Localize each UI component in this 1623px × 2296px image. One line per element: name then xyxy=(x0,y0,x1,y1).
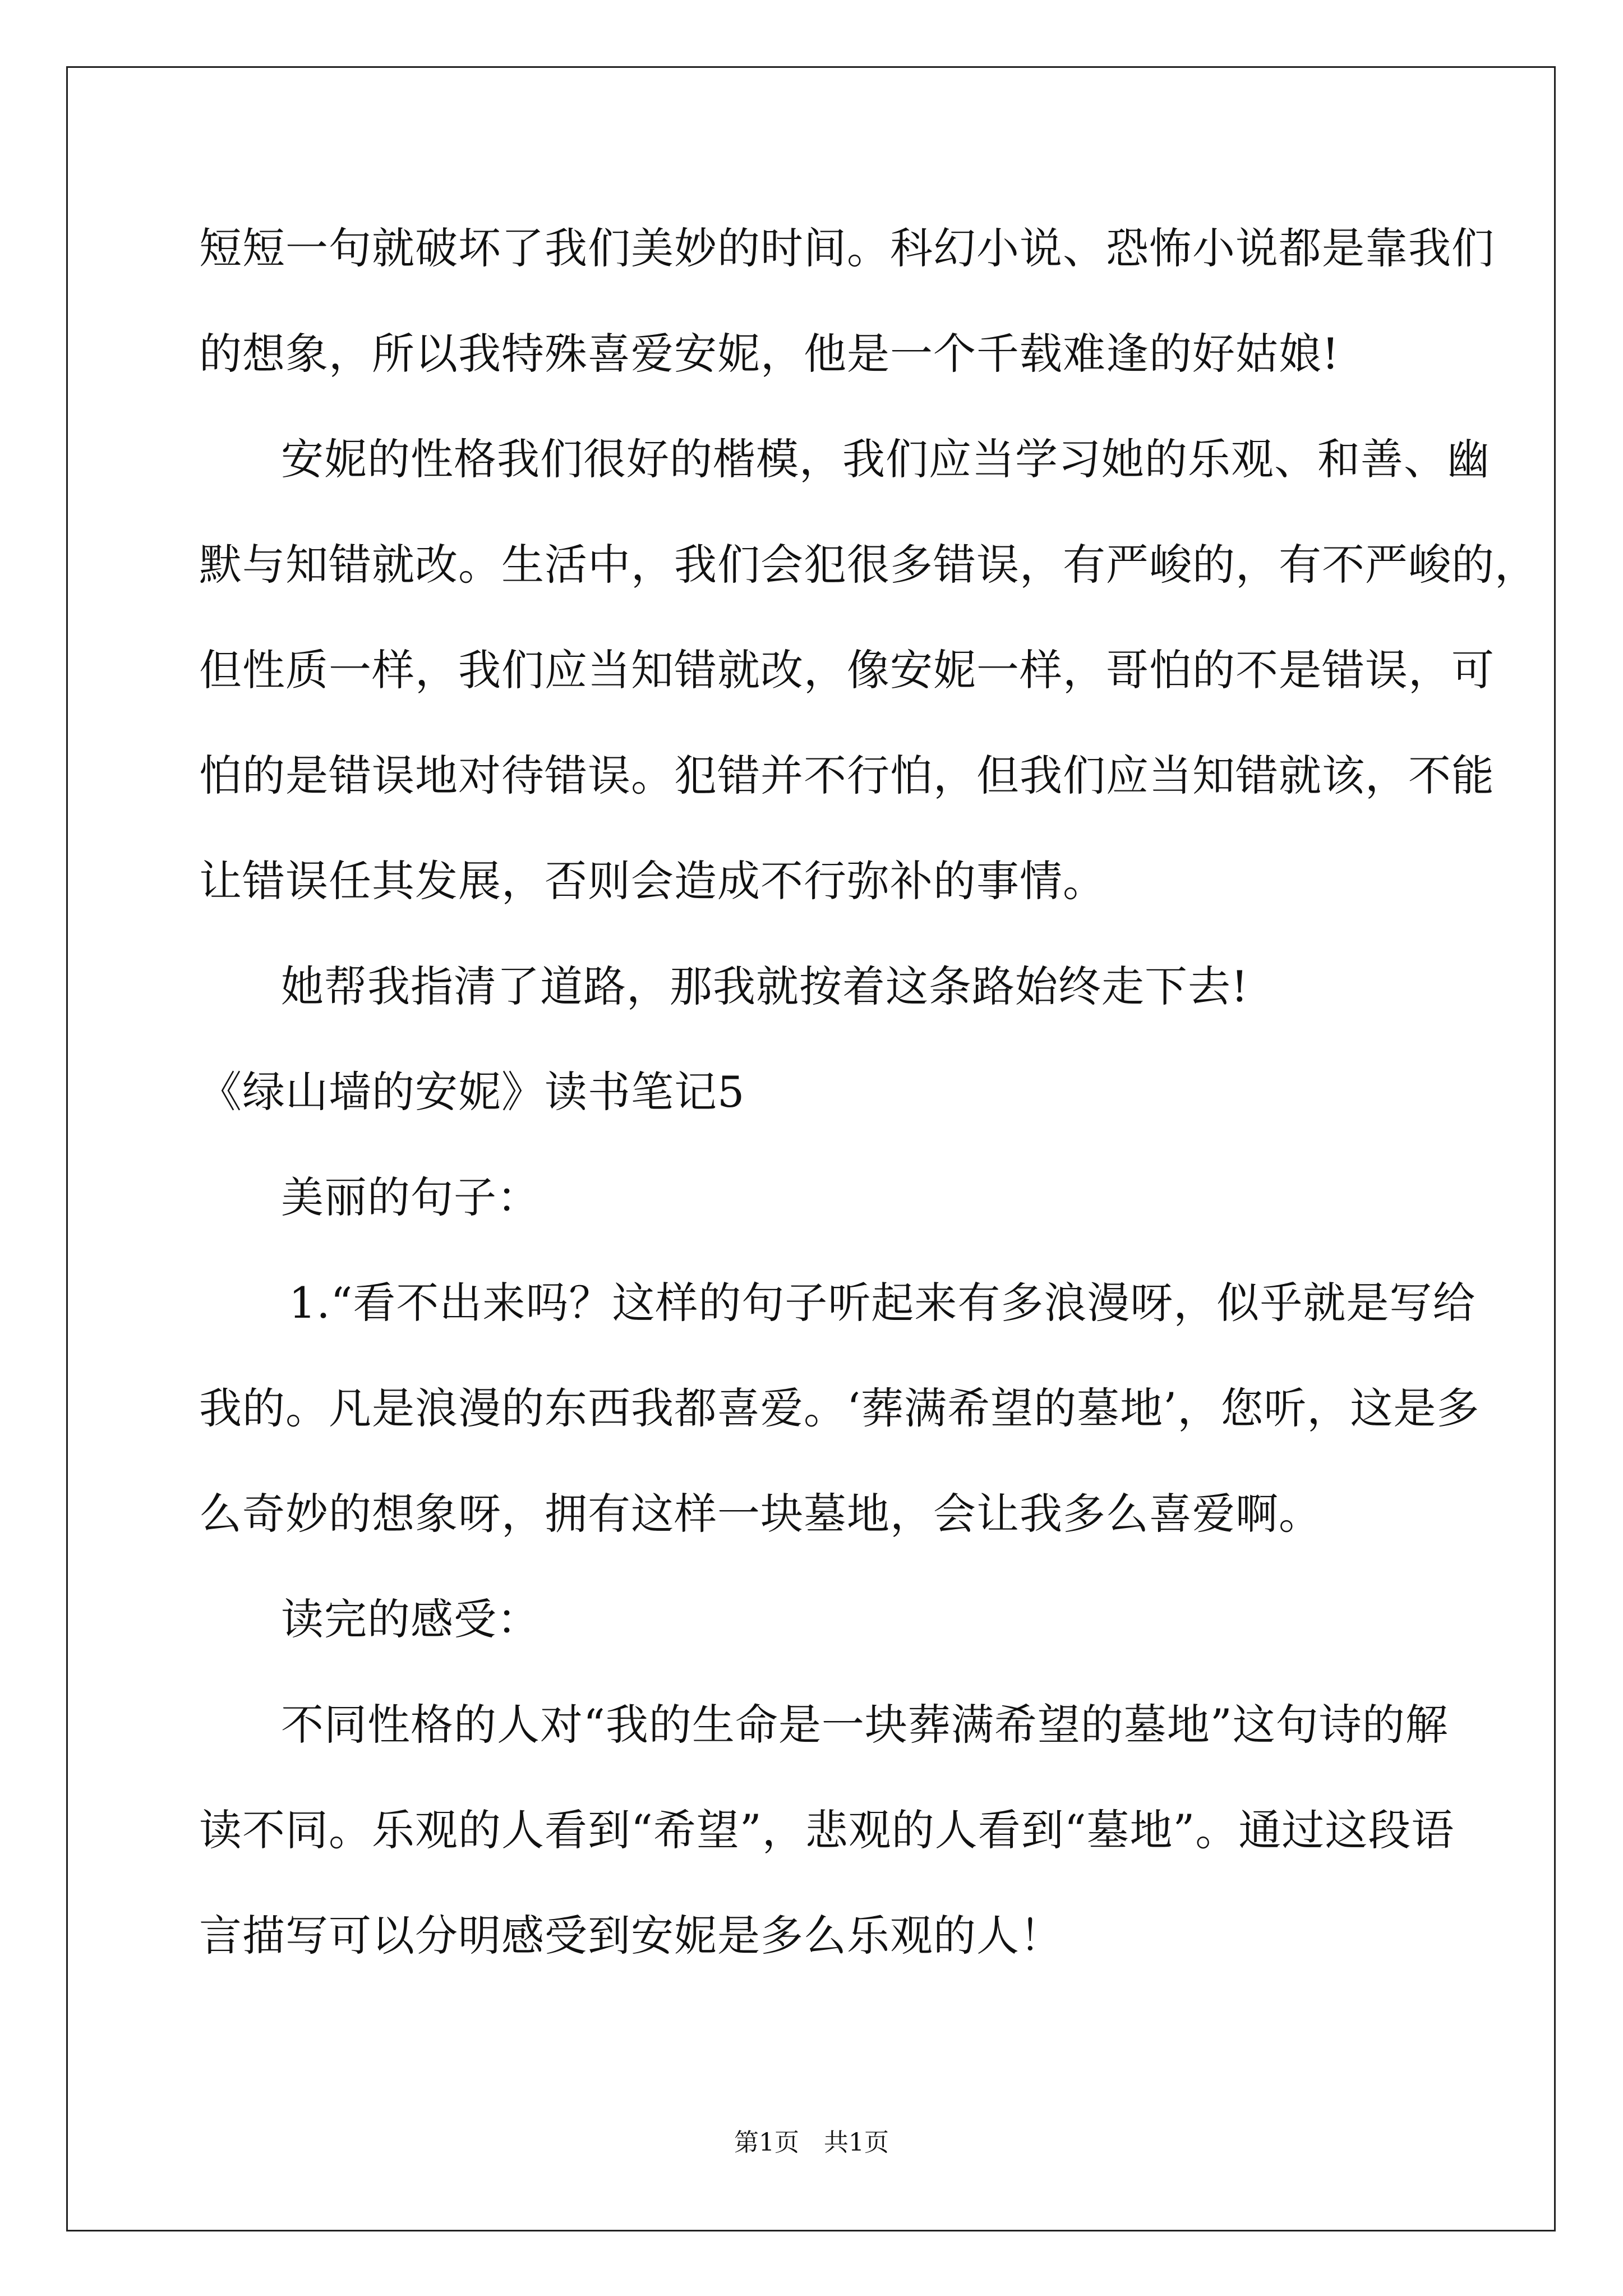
text-line: 读不同。乐观的人看到“希望”，悲观的人看到“墓地”。通过这段语 xyxy=(199,1805,1455,1855)
paragraph-start-line: 她帮我指清了道路，那我就按着这条路始终走下去! xyxy=(281,961,1249,1011)
text-line: 么奇妙的想象呀，拥有这样一块墓地，会让我多么喜爱啊。 xyxy=(199,1489,1322,1539)
quote-start-line: 1.“看不出来吗？这样的句子听起来有多浪漫呀，似乎就是写给 xyxy=(289,1278,1476,1328)
text-line: 但性质一样，我们应当知错就改，像安妮一样，哥怕的不是错误，可 xyxy=(199,645,1495,695)
text-line: 让错误任其发展，否则会造成不行弥补的事情。 xyxy=(199,856,1106,906)
text-line: 言描写可以分明感受到安妮是多么乐观的人！ xyxy=(199,1911,1063,1961)
subheading: 美丽的句子： xyxy=(281,1172,540,1222)
text-line: 我的。凡是浪漫的东西我都喜爱。‘葬满希望的墓地’，您听，这是多 xyxy=(199,1383,1480,1433)
section-heading: 《绿山墙的安妮》读书笔记5 xyxy=(199,1067,745,1117)
page-border xyxy=(66,66,1556,2231)
paragraph-start-line: 不同性格的人对“我的生命是一块葬满希望的墓地”这句诗的解 xyxy=(281,1700,1449,1750)
text-line: 的想象，所以我特殊喜爱安妮，他是一个千载难逢的好姑娘! xyxy=(199,329,1340,379)
page-number-footer: 第1页 共1页 xyxy=(734,2128,889,2157)
text-line: 默与知错就改。生活中，我们会犯很多错误，有严峻的，有不严峻的， xyxy=(199,540,1538,590)
text-line: 短短一句就破坏了我们美妙的时间。科幻小说、恐怖小说都是靠我们 xyxy=(199,223,1495,273)
paragraph-start-line: 安妮的性格我们很好的楷模，我们应当学习她的乐观、和善、幽 xyxy=(281,434,1490,484)
text-line: 怕的是错误地对待错误。犯错并不行怕，但我们应当知错就该，不能 xyxy=(199,751,1495,800)
subheading: 读完的感受： xyxy=(281,1594,540,1644)
